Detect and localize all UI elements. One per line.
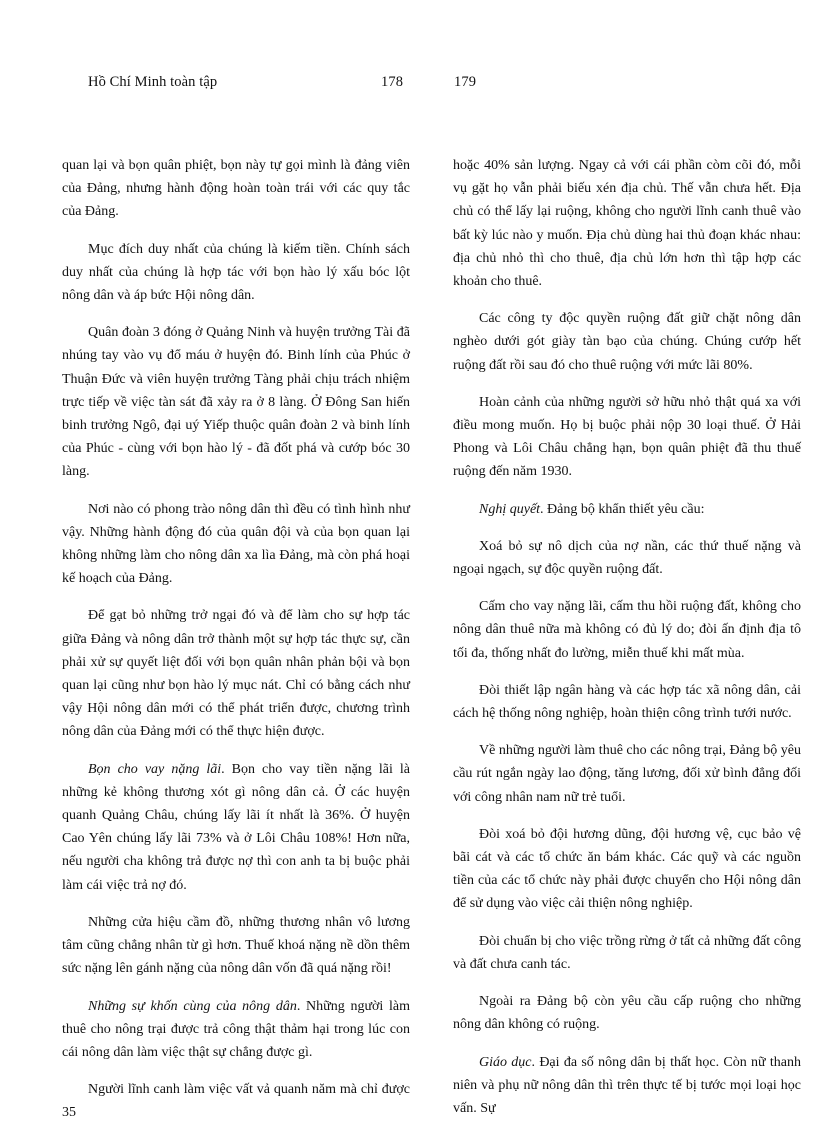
section-heading: Nghị quyết (479, 501, 541, 517)
paragraph (62, 604, 410, 743)
paragraph-text: Quân đoàn 3 đóng ở Quảng Ninh và huyện trưởng Tài đã nhúng tay vào vụ đổ máu ở huyện đó. Binh lính của Phúc ở Thuận Đức và viên huyện trưởng Tàng phải chịu trách nhiệm trực tiếp về việc tàn sát đã xảy ra ở 8 làng. Ở Đông San hiến binh trưởng Ngô, đại uý Yiếp thuộc quân đoàn 2 và binh lính của Phúc - cùng với bọn hào lý - đã đốt phá và cướp bóc 30 làng. (62, 325, 410, 480)
paragraph (453, 307, 801, 377)
paragraph (453, 679, 801, 725)
paragraph-text: . Đảng bộ khẩn thiết yêu cầu: (540, 501, 705, 517)
section-heading: Bọn cho vay nặng lãi (88, 761, 222, 777)
page-number-right: 179 (454, 74, 477, 90)
paragraph-text: Đòi thiết lập ngân hàng và các hợp tác xã nông dân, cải cách hệ thống nông nghiệp, hoàn thiện công trình tưới nước. (453, 682, 801, 722)
paragraph (62, 911, 410, 981)
paragraph (62, 498, 410, 591)
paragraph (453, 154, 801, 293)
paragraph (62, 758, 410, 897)
paragraph-text: Để gạt bỏ những trở ngại đó và để làm cho sự hợp tác giữa Đảng và nông dân trở thành một sự hợp tác thực sự, cần phải xử sự quyết liệt đối với bọn quân nhân phản bội và bọn quan lại cũng như bọn hào lý mục nát. Chỉ có bằng cách như vậy Hội nông dân mới có thể phát triển được, chương trình nông dân của Đảng mới có thể thực hiện được. (62, 608, 410, 740)
paragraph-text: . Đại đa số nông dân bị thất học. Còn nữ thanh niên và phụ nữ nông dân thì trên thực tế bị tước mọi loại học vấn. Sự (453, 1054, 801, 1116)
paragraph (453, 823, 801, 916)
right-column (453, 154, 801, 1120)
paragraph (453, 498, 801, 521)
book-title: Hồ Chí Minh toàn tập (88, 74, 218, 90)
paragraph-text: Những cửa hiệu cầm đồ, những thương nhân vô lương tâm cũng chẳng nhân từ gì hơn. Thuế khoá nặng nề dồn thêm sức nặng lên gánh nặng của nông dân vốn đã quá nặng rồi! (62, 914, 410, 977)
paragraph (62, 238, 410, 308)
paragraph-text: Cấm cho vay nặng lãi, cấm thu hồi ruộng đất, không cho nông dân thuê nữa mà không có đủ lý do; đòi ấn định địa tô tối đa, thống nhất đo lường, miễn thuế khi mất mùa. (453, 599, 801, 661)
paragraph-text: Đòi xoá bỏ đội hương dũng, đội hương vệ, cục bảo vệ bãi cát và các tổ chức ăn bám khác. Các quỹ và các nguồn tiền của các tổ chức này phải được chuyển cho Hội nông dân để sử dụng vào việc cải thiện nông nghiệp. (453, 826, 801, 912)
paragraph-text: Các công ty độc quyền ruộng đất giữ chặt nông dân nghèo dưới gót giày tàn bạo của chúng. Chúng cướp hết ruộng đất rồi sau đó cho thuê ruộng với mức lãi 80%. (453, 311, 801, 373)
page-number-left: 178 (381, 74, 404, 90)
paragraph (453, 1051, 801, 1121)
paragraph-text: quan lại và bọn quân phiệt, bọn này tự gọi mình là đảng viên của Đảng, nhưng hành động hoàn toàn trái với các quy tắc của Đảng. (62, 158, 410, 220)
paragraph-text: . Bọn cho vay tiền nặng lãi là những kẻ không thương xót gì nông dân cả. Ở các huyện quanh Quảng Châu, chúng lấy lãi ít nhất là 36%. Ở huyện Cao Yên chúng lấy lãi 73% và ở Lôi Châu 108%! Hơn nữa, nếu người cha không trả được nợ thì con anh ta bị buộc phải làm cái việc trả nợ đó. (62, 761, 410, 893)
paragraph (453, 930, 801, 976)
paragraph-text: Ngoài ra Đảng bộ còn yêu cầu cấp ruộng cho những nông dân không có ruộng. (453, 994, 801, 1033)
paragraph-text: Mục đích duy nhất của chúng là kiếm tiền. Chính sách duy nhất của chúng là hợp tác với bọn hào lý xấu bóc lột nông dân và áp bức Hội nông dân. (62, 241, 410, 304)
left-column (62, 154, 410, 1125)
paragraph (453, 391, 801, 484)
section-heading: Giáo dục (479, 1054, 532, 1070)
paragraph (453, 739, 801, 809)
paragraph-text: Người lĩnh canh làm việc vất vả quanh năm mà chỉ được 35 (62, 1082, 410, 1121)
paragraph (453, 595, 801, 665)
paragraph-text: Về những người làm thuê cho các nông trại, Đảng bộ yêu cầu rút ngắn ngày lao động, tăng lương, đối xử bình đẳng đối với công nhân nam nữ trẻ tuổi. (453, 743, 801, 805)
paragraph (62, 1078, 410, 1124)
paragraph-text: Hoàn cảnh của những người sở hữu nhỏ thật quá xa với điều mong muốn. Họ bị buộc phải nộp 30 loại thuế. Ở Hải Phong và Lôi Châu chẳng hạn, bọn quân phiệt đã thu thuế ruộng đến năm 1930. (453, 394, 801, 480)
paragraph (62, 995, 410, 1065)
paragraph-text: hoặc 40% sản lượng. Ngay cả với cái phần còm cõi đó, mỗi vụ gặt họ vẫn phải biếu xén địa chủ. Thế vẫn chưa hết. Địa chủ có thể lấy lại ruộng, không cho người lĩnh canh thuê vào bất kỳ lúc nào y muốn. Địa chủ dùng hai thủ đoạn khác nhau: địa chủ nhỏ thì cho thuê, địa chủ lớn hơn thì tập hợp các khoản cho thuê. (453, 158, 801, 290)
paragraph (453, 990, 801, 1036)
paragraph-text: Đòi chuẩn bị cho việc trồng rừng ở tất cả những đất công và đất chưa canh tác. (453, 933, 801, 972)
section-heading: Những sự khốn cùng của nông dân (88, 998, 297, 1014)
paragraph-text: . Những người làm thuê cho nông trại được trả công thật thảm hại trong lúc con cái nông dân làm việc thật sự chẳng được gì. (62, 998, 411, 1060)
paragraph (62, 154, 410, 224)
paragraph (62, 321, 410, 483)
paragraph-text: Nơi nào có phong trào nông dân thì đều có tình hình như vậy. Những hành động đó của quân đội và của bọn quan lại không những làm cho nông dân xa lìa Đảng, mà còn phá hoại kế hoạch của Đảng. (62, 501, 410, 587)
paragraph (453, 535, 801, 581)
paragraph-text: Xoá bỏ sự nô dịch của nợ nần, các thứ thuế nặng và ngoại ngạch, sự độc quyền ruộng đất. (453, 538, 801, 578)
